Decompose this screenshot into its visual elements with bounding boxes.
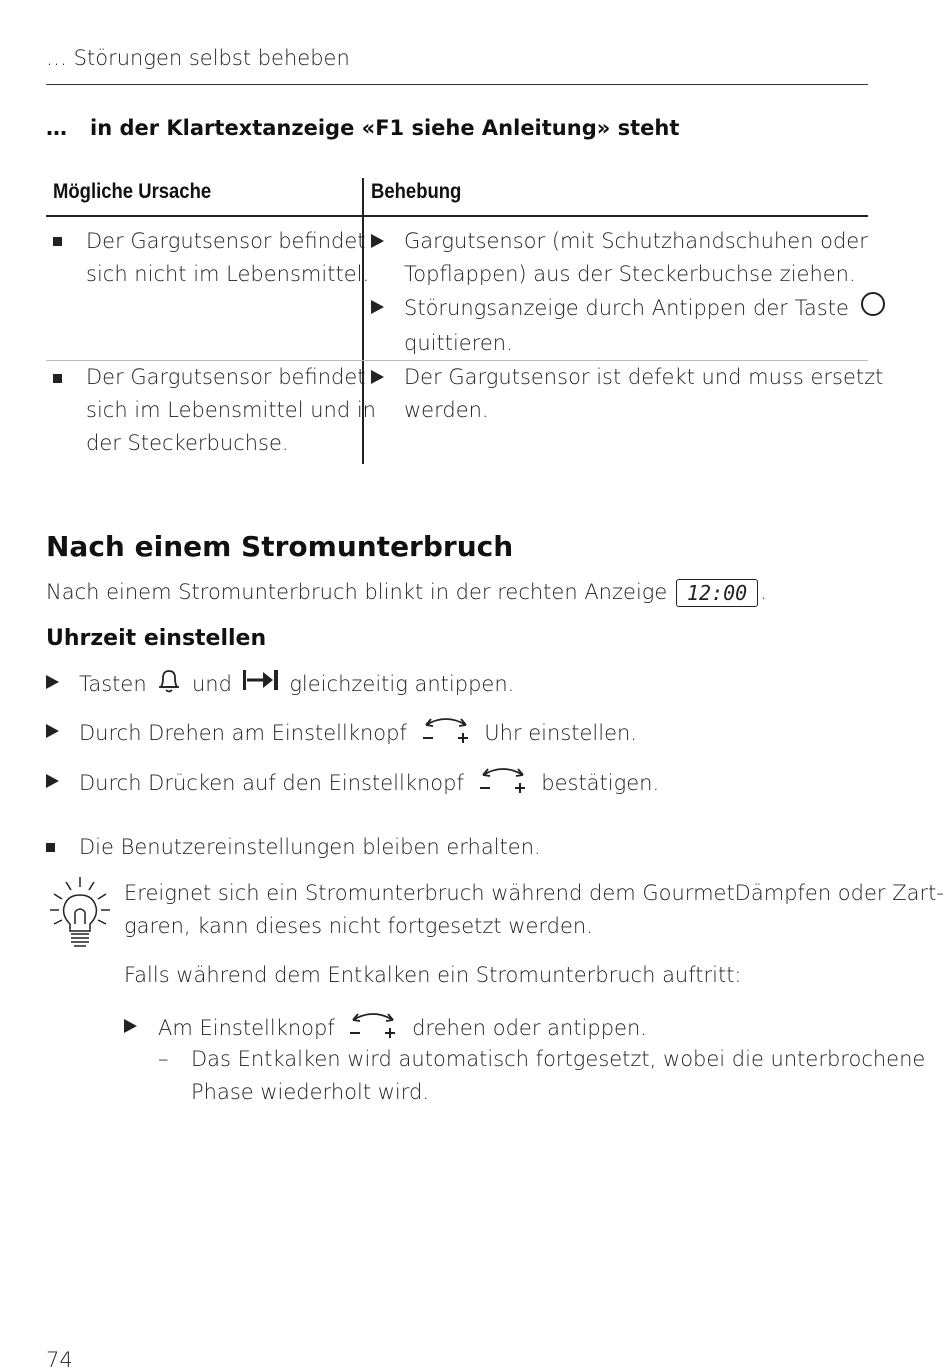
step-3-a: Durch Drücken auf den Einstellknopf (79, 771, 464, 795)
fix-2-1-line-1: Der Gargutsensor ist defekt und muss ersetzt (404, 365, 884, 389)
fix-1-2-text: Störungsanzeige durch Antippen der Taste (404, 296, 849, 320)
power-intro-text: Nach einem Stromunterbruch blinkt in der rechten Anzeige (46, 580, 668, 604)
cause-1-line-1: Der Gargutsensor befindet (86, 229, 366, 253)
descaling-step-a: Am Einstellknopf (158, 1016, 335, 1040)
fix-2-1 (404, 361, 883, 427)
bullet-square (46, 843, 55, 852)
running-head: … Störungen selbst beheben (46, 46, 350, 70)
fix-1-2 (404, 291, 886, 360)
step-1-c: gleichzeitig antippen. (289, 672, 515, 696)
descaling-result (191, 1043, 925, 1109)
step-3-b: bestätigen. (541, 771, 660, 795)
cause-2-line-3: der Steckerbuchse. (86, 431, 289, 455)
bullet-square (53, 374, 62, 383)
step-1-b: und (192, 672, 232, 696)
cause-2-line-1: Der Gargutsensor befindet (86, 365, 366, 389)
bullet-triangle (371, 234, 384, 248)
table-header-rule (46, 215, 868, 217)
table-header-fix: Behebung (371, 180, 462, 203)
bullet-triangle (46, 675, 59, 689)
descaling-result-line-2: Phase wiederholt wird. (191, 1080, 430, 1104)
descaling-result-line-1: Das Entkalken wird automatisch fortgesetzt, wobei die unterbrochene (191, 1047, 926, 1071)
table-header-cause: Mögliche Ursache (53, 180, 212, 203)
tip-text (124, 877, 944, 943)
skip-to-end-icon (241, 667, 281, 703)
descaling-step-b: drehen oder antippen. (412, 1016, 647, 1040)
section-dots: … (46, 116, 67, 140)
power-intro-end: . (760, 580, 767, 604)
page-number: 74 (46, 1348, 73, 1372)
bullet-triangle (124, 1019, 137, 1033)
bullet-triangle (46, 774, 59, 788)
tip-line-2: garen, kann dieses nicht fortgesetzt werden. (124, 914, 593, 938)
bullet-square (53, 237, 62, 246)
bullet-triangle (46, 724, 59, 738)
header-rule (46, 84, 868, 85)
cause-1-line-2: sich nicht im Lebensmittel. (86, 262, 370, 286)
fix-2-1-line-2: werden. (404, 398, 489, 422)
step-2 (79, 715, 637, 753)
clock-display: 12:00 (676, 579, 758, 607)
circle-button-icon (860, 291, 886, 327)
step-1 (79, 666, 514, 704)
step-2-a: Durch Drehen am Einstellknopf (79, 721, 407, 745)
section-title (46, 116, 679, 140)
fix-1-1-line-1: Gargutsensor (mit Schutzhandschuhen oder (404, 229, 868, 253)
subheading-set-time: Uhrzeit einstellen (46, 626, 267, 651)
section-title-text: in der Klartextanzeige «F1 siehe Anleitung» steht (90, 116, 680, 140)
tip-line-1: Ereignet sich ein Stromunterbruch während dem GourmetDämpfen oder Zart- (124, 881, 944, 905)
step-3 (79, 765, 659, 803)
lightbulb-icon (44, 874, 118, 956)
dash-bullet: – (158, 1047, 169, 1071)
knob-rotate-icon (420, 715, 472, 753)
bell-icon (156, 666, 182, 704)
power-heading: Nach einem Stromunterbruch (46, 530, 514, 563)
cause-1 (86, 225, 369, 291)
descaling-intro: Falls während dem Entkalken ein Stromunterbruch auftritt: (124, 963, 742, 987)
fix-1-1-line-2: Topflappen) aus der Steckerbuchse ziehen. (404, 262, 856, 286)
knob-rotate-icon (477, 765, 529, 803)
bullet-triangle (371, 370, 384, 384)
fix-1-1 (404, 225, 868, 291)
bullet-triangle (371, 300, 384, 314)
power-intro (46, 576, 767, 609)
settings-note: Die Benutzereinstellungen bleiben erhalten. (79, 835, 541, 859)
fix-1-2-line-2: quittieren. (404, 331, 513, 355)
cause-2-line-2: sich im Lebensmittel und in (86, 398, 376, 422)
step-1-a: Tasten (79, 672, 147, 696)
step-2-b: Uhr einstellen. (484, 721, 637, 745)
cause-2 (86, 361, 376, 460)
